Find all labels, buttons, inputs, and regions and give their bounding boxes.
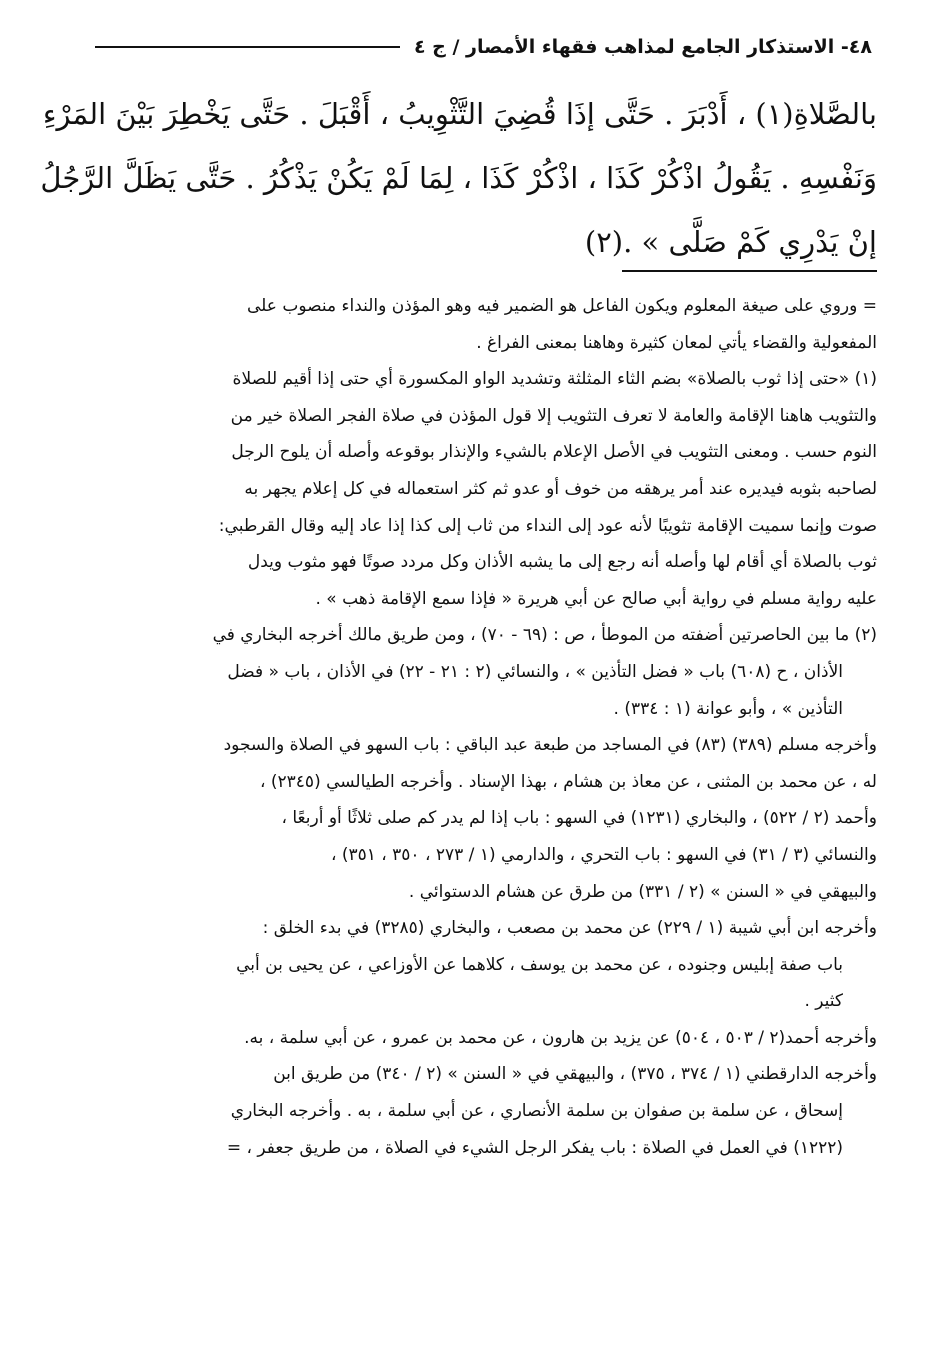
footnote-separator (622, 270, 877, 272)
footnotes (80, 288, 877, 1166)
main-text-line: إنْ يَدْرِي كَمْ صَلَّى » .(٢) (584, 225, 877, 259)
footnote-line: المفعولية والقضاء يأتي لمعان كثيرة وهاهنا بمعنى الفراغ . (476, 332, 877, 353)
footnote-2-line: إسحاق ، عن سلمة بن صفوان بن سلمة الأنصاري ، عن أبي سلمة ، به . وأخرجه البخاري (230, 1101, 843, 1122)
footnote-2-line: وأخرجه الدارقطني (١ / ٣٧٤ ، ٣٧٥) ، والبيهقي في « السنن » (٢ / ٣٤٠) من طريق ابن (273, 1064, 877, 1085)
footnote-2-line: كثير . (804, 991, 843, 1012)
running-title: ٤٨- الاستذكار الجامع لمذاهب فقهاء الأمصار / ج ٤ (413, 36, 872, 58)
main-text (40, 82, 877, 274)
footnote-1-line: لصاحبه بثوبه فيديره عند أمر يرهقه من خوف أو عدو ثم كثر استعماله في كل إعلام يجهر به (244, 478, 877, 499)
footnote-2-line: وأخرجه أحمد(٢ / ٥٠٣ ، ٥٠٤) عن يزيد بن هارون ، عن محمد بن عمرو ، عن أبي سلمة ، به. (244, 1027, 877, 1048)
footnote-2-line: والبيهقي في « السنن » (٢ / ٣٣١) من طرق عن هشام الدستوائي . (408, 881, 877, 902)
footnote-2-line: وأحمد (٢ / ٥٢٢) ، والبخاري (١٢٣١) في السهو : باب إذا لم يدر كم صلى ثلاثًا أو أربعًا ، (281, 808, 877, 829)
footnote-2-line: (١٢٢٢) في العمل في الصلاة : باب يفكر الرجل الشيء في الصلاة ، من طريق جعفر ، = (226, 1137, 843, 1158)
footnote-1-line: صوت وإنما سميت الإقامة تثويبًا لأنه عود إلى النداء من ثاب إلى كذا إذا عاد إليه وقال القرطبي: (218, 515, 877, 536)
footnote-2-line: له ، عن محمد بن المثنى ، عن معاذ بن هشام ، بهذا الإسناد . وأخرجه الطيالسي (٢٣٤٥) ، (260, 771, 877, 792)
footnote-line: = وروي على صيغة المعلوم ويكون الفاعل هو الضمير فيه وهو المؤذن والنداء منصوب على (246, 296, 877, 316)
footnote-2-line: وأخرجه ابن أبي شيبة (١ / ٢٢٩) عن محمد بن مصعب ، والبخاري (٣٢٨٥) في بدء الخلق : (262, 918, 877, 939)
footnote-2-line: وأخرجه مسلم (٣٨٩) (٨٣) في المساجد من طبعة عبد الباقي : باب السهو في الصلاة والسجود (223, 735, 877, 756)
footnote-1-line: (١) «حتى إذا ثوب بالصلاة» بضم الثاء المثلثة وتشديد الواو المكسورة أي حتى إذا أقيم للصلاة (232, 369, 877, 390)
main-text-line: بالصَّلاةِ(١) ، أَدْبَرَ . حَتَّى إذَا قُضِيَ التَّثْوِيبُ ، أَقْبَلَ . حَتَّى يَخْطِرَ بَيْنَ المَرْءِ (42, 97, 877, 131)
footnote-2-line: التأذين » ، وأبو عوانة (١ : ٣٣٤) . (613, 698, 843, 719)
footnote-2-line: والنسائي (٣ / ٣١) في السهو : باب التحري ، والدارمي (١ / ٢٧٣ ، ٣٥٠ ، ٣٥١) ، (330, 844, 877, 865)
footnote-2-line: الأذان ، ح (٦٠٨) باب « فضل التأذين » ، والنسائي (٢ : ٢١ - ٢٢) في الأذان ، باب « فضل (227, 661, 843, 682)
footnote-2-line: (٢) ما بين الحاصرتين أضفته من الموطأ ، ص : (٦٩ - ٧٠) ، ومن طريق مالك أخرجه البخاري في (212, 625, 877, 646)
footnote-1-line: النوم حسب . ومعنى التثويب في الأصل الإعلام بالشيء والإنذار بوقوعه وأصله أن يلوح الرجل (231, 442, 877, 463)
footnote-1-line: عليه رواية مسلم في رواية أبي صالح عن أبي هريرة « فإذا سمع الإقامة ذهب » . (315, 588, 877, 609)
main-text-line: وَنَفْسِهِ . يَقُولُ اذْكُرْ كَذَا ، اذْكُرْ كَذَا ، لِمَا لَمْ يَكُنْ يَذْكُرُ . حَتَّى يَظَلَّ الرَّجُلُ (40, 161, 877, 195)
footnote-1-line: والتثويب هاهنا الإقامة والعامة لا تعرف التثويب إلا قول المؤذن في صلاة الفجر الصلاة خير من (230, 405, 877, 426)
footnote-2-line: باب صفة إبليس وجنوده ، عن محمد بن يوسف ، كلاهما عن الأوزاعي ، عن يحيى بن أبي (236, 954, 843, 975)
page-header (95, 30, 872, 64)
footnote-1-line: ثوب بالصلاة أي أقام لها وأصله أنه رجع إلى ما يشبه الأذان وكل مردد صوتًا فهو مثوب ويدل (247, 552, 877, 573)
header-rule (95, 46, 400, 48)
